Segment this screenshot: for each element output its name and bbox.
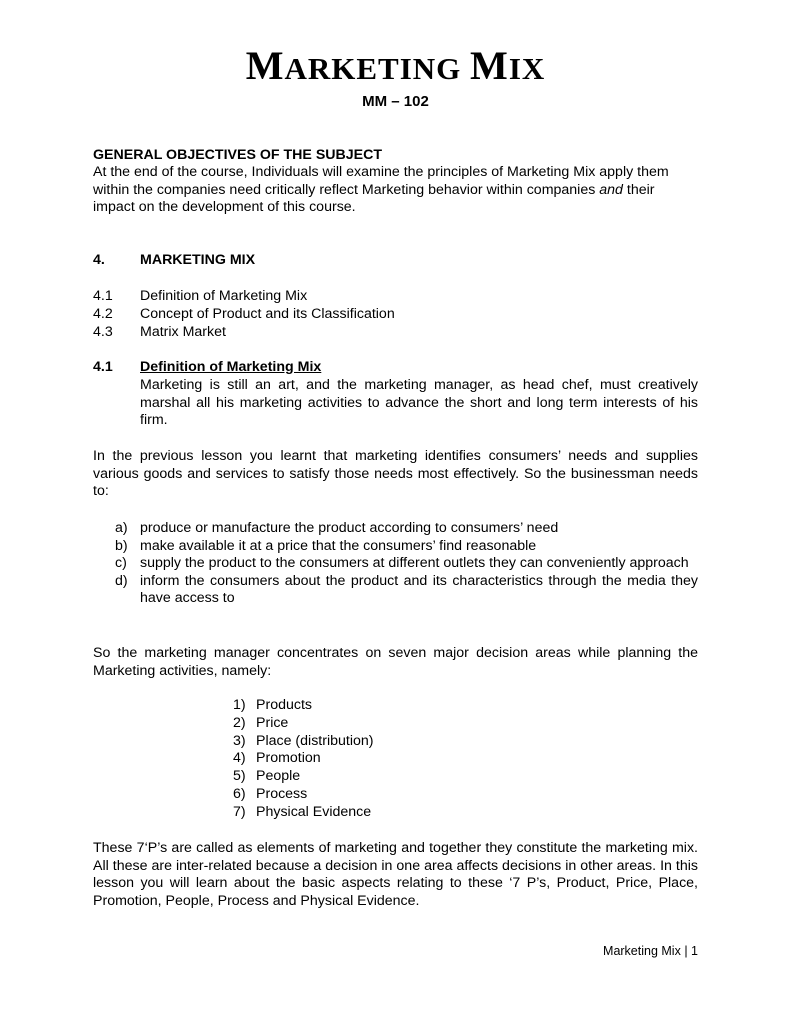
page-footer bbox=[603, 944, 698, 958]
section-title: MARKETING MIX bbox=[140, 252, 256, 268]
list-item bbox=[233, 733, 374, 751]
footer-separator: | bbox=[684, 944, 688, 958]
objectives-text-pre: At the end of the course, Individuals will examine the principles of Marketing Mix apply them within the companies need critically reflect Marketing behavior within companies bbox=[93, 164, 669, 198]
list-item-label: 1) bbox=[233, 697, 246, 713]
list-item-label: a) bbox=[115, 520, 128, 536]
page-number: 1 bbox=[691, 944, 698, 958]
list-item-label: 2) bbox=[233, 714, 246, 731]
course-code: MM – 102 bbox=[362, 93, 429, 110]
paragraph-previous-lesson: In the previous lesson you learnt that marketing identifies consumers’ needs and supplies various goods and services to satisfy those needs most effectively. So the businessman needs to: bbox=[93, 448, 698, 500]
list-item bbox=[233, 697, 374, 715]
list-item-text: supply the product to the consumers at different outlets they can conveniently approach bbox=[140, 555, 689, 572]
toc-number: 4.1 bbox=[93, 288, 113, 304]
list-item-text: produce or manufacture the product according to consumers’ need bbox=[140, 520, 559, 536]
list-item-text: Products bbox=[256, 697, 312, 713]
title-rest-1: ARKETING bbox=[284, 51, 471, 86]
toc-number: 4.2 bbox=[93, 306, 113, 322]
seven-ps-list bbox=[233, 697, 374, 822]
title-initial-2: M bbox=[470, 43, 509, 88]
subsection-number: 4.1 bbox=[93, 359, 113, 375]
list-item-text: Price bbox=[256, 714, 289, 731]
list-item bbox=[233, 715, 374, 733]
page-title bbox=[0, 43, 791, 88]
list-item-text: inform the consumers about the product and its characteristics through the media they have access to bbox=[140, 572, 698, 607]
list-item bbox=[93, 538, 698, 556]
paragraph-decision-areas: So the marketing manager concentrates on seven major decision areas while planning the Marketing activities, namely: bbox=[93, 645, 698, 679]
objectives-text bbox=[93, 164, 698, 217]
list-item-text: Place (distribution) bbox=[256, 732, 374, 749]
title-initial-1: M bbox=[245, 43, 285, 88]
list-item-label: 3) bbox=[233, 732, 246, 749]
list-item-label: 5) bbox=[233, 768, 246, 785]
list-item bbox=[93, 573, 698, 608]
list-item-label: c) bbox=[115, 555, 127, 572]
subsection-title: Definition of Marketing Mix bbox=[140, 359, 322, 375]
footer-label: Marketing Mix bbox=[603, 944, 681, 958]
list-item bbox=[93, 520, 698, 538]
list-item-text: People bbox=[256, 768, 301, 785]
objectives-heading: GENERAL OBJECTIVES OF THE SUBJECT bbox=[93, 147, 383, 163]
title-rest-2: IX bbox=[508, 51, 546, 86]
toc-number: 4.3 bbox=[93, 324, 113, 340]
list-item bbox=[233, 750, 374, 768]
needs-list bbox=[93, 520, 698, 608]
section-number: 4. bbox=[93, 252, 105, 268]
list-item bbox=[233, 786, 374, 804]
list-item-text: Promotion bbox=[256, 750, 321, 767]
toc-label: Definition of Marketing Mix bbox=[140, 288, 308, 304]
list-item bbox=[233, 768, 374, 786]
list-item-label: 4) bbox=[233, 750, 246, 767]
paragraph-seven-ps: These 7‘P’s are called as elements of marketing and together they constitute the marketing mix. All these are inter-related because a decision in one area affects decisions in other areas. In this lesson you will learn about the basic aspects relating to these ‘7 P’s, Product, Price, Place, Promotion, People, Process and Physical Evidence. bbox=[93, 840, 698, 909]
list-item-text: make available it at a price that the consumers’ find reasonable bbox=[140, 537, 537, 554]
list-item-label: 6) bbox=[233, 785, 246, 802]
list-item-text: Physical Evidence bbox=[256, 803, 372, 820]
list-item bbox=[93, 555, 698, 573]
list-item bbox=[233, 804, 374, 822]
list-item-label: b) bbox=[115, 537, 128, 554]
objectives-text-post: their impact on the development of this course. bbox=[93, 181, 655, 216]
objectives-text-italic: and bbox=[599, 181, 623, 198]
list-item-text: Process bbox=[256, 785, 308, 802]
list-item-label: d) bbox=[115, 572, 128, 589]
list-item-label: 7) bbox=[233, 803, 246, 820]
toc-label: Concept of Product and its Classification bbox=[140, 306, 395, 322]
toc-label: Matrix Market bbox=[140, 324, 226, 340]
subsection-text: Marketing is still an art, and the marketing manager, as head chef, must creatively marshal all his marketing activities to advance the short and long term interests of his firm. bbox=[140, 377, 698, 429]
